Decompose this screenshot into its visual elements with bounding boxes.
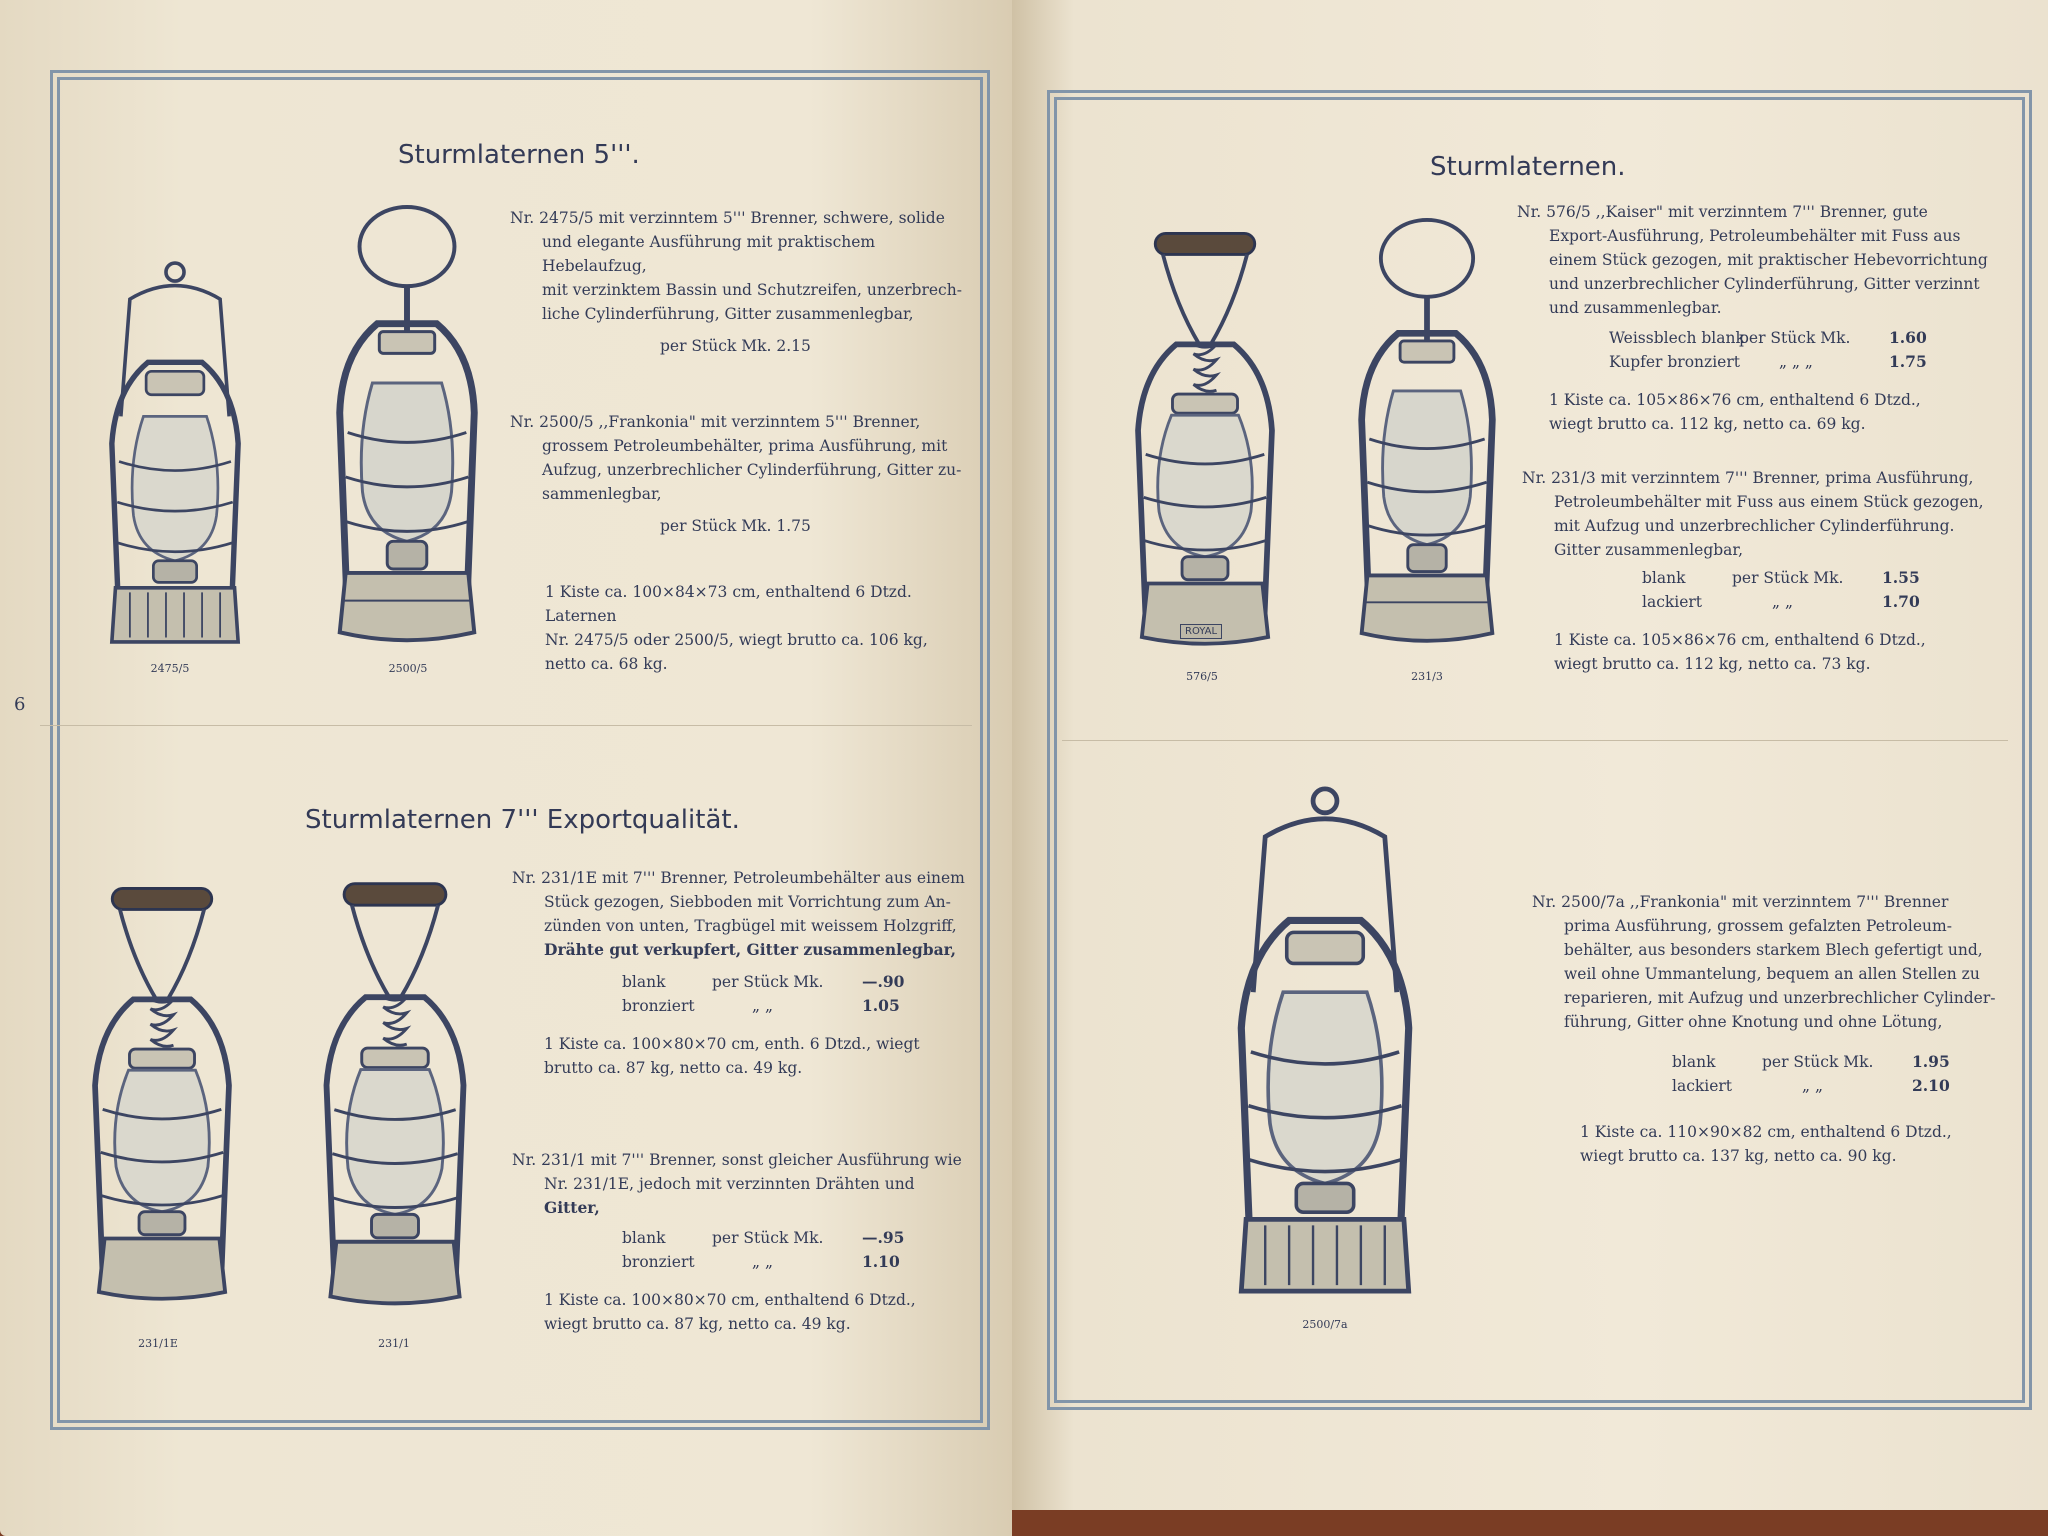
entry-line: Petroleumbehälter mit Fuss aus einem Stück gezogen, [1554,493,1984,511]
price-label: lackiert [1672,1077,1733,1095]
entry-line: reparieren, mit Aufzug und unzerbrechlicher Cylinder- [1564,989,1996,1007]
price-label: bronziert [622,997,695,1015]
right-page [1012,0,2048,1510]
price-label: bronziert [622,1253,695,1271]
product-entry-2500-7a [1532,890,2012,1168]
entry-line: Gitter zusammenlegbar, [1554,541,1744,559]
entry-line: führung, Gitter ohne Knotung und ohne Lötung, [1564,1013,1943,1031]
price-value: 1.10 [862,1252,900,1271]
price-value: —.95 [862,1228,905,1247]
lamp-illustration-2500-7a [1210,765,1440,1315]
price-value: 1.75 [1889,352,1927,371]
entry-line: wiegt brutto ca. 112 kg, netto ca. 69 kg. [1549,415,1866,433]
entry-line: Nr. 2500/7a ,,Frankonia" mit verzinntem 7''' Brenner [1532,893,1949,911]
entry-line: Nr. 2475/5 mit verzinntem 5''' Brenner, schwere, solide [510,209,945,227]
price-row [1672,1050,2012,1074]
entry-line: sammenlegbar, [542,485,662,503]
entry-line: 1 Kiste ca. 105×86×76 cm, enthaltend 6 Dtzd., [1549,391,1921,409]
lamp-caption: 2500/5 [388,662,428,675]
entry-line: liche Cylinderführung, Gitter zusammenlegbar, [542,305,914,323]
entry-line: grossem Petroleumbehälter, prima Ausführung, mit [542,437,948,455]
price-unit: per Stück Mk. [1732,569,1844,587]
price-unit: „ „ [1802,1077,1823,1095]
entry-price: per Stück Mk. 1.75 [660,517,811,535]
price-row [622,994,987,1018]
entry-line: mit Aufzug und unzerbrechlicher Cylinderführung. [1554,517,1955,535]
left-page [0,0,1012,1536]
entry-line: behälter, aus besonders starkem Blech gefertigt und, [1564,941,1983,959]
lamp-illustration-231-1 [290,870,500,1320]
entry-line: wiegt brutto ca. 112 kg, netto ca. 73 kg. [1554,655,1871,673]
price-label: blank [622,973,666,991]
entry-line: Nr. 231/1 mit 7''' Brenner, sonst gleicher Ausführung wie [512,1151,962,1169]
lamp-caption: 576/5 [1186,670,1218,683]
price-unit: „ „ [1772,593,1793,611]
crate-info [545,580,985,676]
entry-line: weil ohne Ummantelung, bequem an allen Stellen zu [1564,965,1980,983]
price-unit: „ „ [752,997,773,1015]
entry-line: mit verzinktem Bassin und Schutzreifen, unzerbrech- [542,281,962,299]
product-entry-231-1e [512,866,987,1080]
lamp-illustration-576-5 [1105,220,1305,660]
entry-line: und unzerbrechlicher Cylinderführung, Gitter verzinnt [1549,275,1980,293]
price-value: —.90 [862,972,905,991]
entry-line: Nr. 231/1E mit 7''' Brenner, Petroleumbehälter aus einem [512,869,965,887]
lamp-caption: 231/1 [378,1337,410,1350]
price-unit: per Stück Mk. [712,973,824,991]
product-entry-2475-5 [510,206,980,358]
price-label: Kupfer bronziert [1609,353,1740,371]
price-row [1609,350,2007,374]
price-value: 1.95 [1912,1052,1950,1071]
entry-line: zünden von unten, Tragbügel mit weissem Holzgriff, [544,917,957,935]
entry-line: und elegante Ausführung mit praktischem Hebelaufzug, [542,233,876,275]
lamp-caption: 2500/7a [1302,1318,1348,1331]
entry-line: Nr. 231/3 mit verzinntem 7''' Brenner, prima Ausführung, [1522,469,1974,487]
entry-price: per Stück Mk. 2.15 [660,337,811,355]
price-row [622,970,987,994]
price-row [1642,590,2007,614]
entry-line: Stück gezogen, Siebboden mit Vorrichtung zum An- [544,893,951,911]
price-row [622,1226,987,1250]
price-row [1672,1074,2012,1098]
price-unit: „ „ „ [1779,353,1813,371]
entry-line: Nr. 2500/5 ,,Frankonia" mit verzinntem 5''' Brenner, [510,413,921,431]
product-entry-2500-5 [510,410,980,538]
price-label: lackiert [1642,593,1703,611]
lamp-illustration-231-1e [62,875,262,1315]
lamp-illustration-2500-5 [312,205,502,660]
entry-line: Nr. 576/5 ,,Kaiser" mit verzinntem 7''' Brenner, gute [1517,203,1928,221]
entry-line: und zusammenlegbar. [1549,299,1722,317]
entry-line: 1 Kiste ca. 100×80×70 cm, enthaltend 6 Dtzd., [544,1291,916,1309]
entry-line: Nr. 2475/5 oder 2500/5, wiegt brutto ca. 106 kg, [545,631,928,649]
entry-line: 1 Kiste ca. 105×86×76 cm, enthaltend 6 Dtzd., [1554,631,1926,649]
lamp-caption: 231/3 [1411,670,1443,683]
entry-line: 1 Kiste ca. 100×84×73 cm, enthaltend 6 Dtzd. Laternen [545,583,912,625]
entry-line: einem Stück gezogen, mit praktischer Hebevorrichtung [1549,251,1988,269]
price-label: blank [1672,1053,1716,1071]
price-label: Weissblech blank [1609,329,1745,347]
entry-line: Aufzug, unzerbrechlicher Cylinderführung, Gitter zu- [542,461,962,479]
product-entry-576-5 [1517,200,2007,436]
entry-line: wiegt brutto ca. 137 kg, netto ca. 90 kg. [1580,1147,1897,1165]
entry-line: 1 Kiste ca. 100×80×70 cm, enth. 6 Dtzd., wiegt [544,1035,920,1053]
price-unit: „ „ [752,1253,773,1271]
price-value: 2.10 [1912,1076,1950,1095]
price-value: 1.60 [1889,328,1927,347]
price-row [1642,566,2007,590]
section-heading: Sturmlaternen 5'''. [398,140,640,170]
section-divider [40,725,972,726]
price-value: 1.70 [1882,592,1920,611]
product-entry-231-1 [512,1148,987,1336]
lamp-caption: 2475/5 [150,662,190,675]
section-heading: Sturmlaternen 7''' Exportqualität. [305,805,740,835]
entry-line: wiegt brutto ca. 87 kg, netto ca. 49 kg. [544,1315,851,1333]
entry-line: prima Ausführung, grossem gefalzten Petroleum- [1564,917,1952,935]
entry-line: netto ca. 68 kg. [545,655,668,673]
lamp-badge: ROYAL [1180,624,1222,639]
section-divider [1062,740,2008,741]
page-number: 6 [14,694,26,715]
price-row [1609,326,2007,350]
price-unit: per Stück Mk. [1762,1053,1874,1071]
entry-line: Export-Ausführung, Petroleumbehälter mit Fuss aus [1549,227,1961,245]
lamp-illustration-2475-5 [80,245,270,660]
price-unit: per Stück Mk. [712,1229,824,1247]
price-value: 1.05 [862,996,900,1015]
lamp-caption: 231/1E [138,1337,178,1350]
lamp-illustration-231-3 [1327,218,1527,660]
entry-line: 1 Kiste ca. 110×90×82 cm, enthaltend 6 Dtzd., [1580,1123,1952,1141]
section-heading: Sturmlaternen. [1430,152,1626,182]
price-label: blank [622,1229,666,1247]
price-unit: per Stück Mk. [1739,329,1851,347]
product-entry-231-3 [1522,466,2007,676]
entry-line: Drähte gut verkupfert, Gitter zusammenlegbar, [544,940,957,959]
price-row [622,1250,987,1274]
entry-line: brutto ca. 87 kg, netto ca. 49 kg. [544,1059,803,1077]
entry-line: Nr. 231/1E, jedoch mit verzinnten Drähten und [544,1175,915,1193]
price-label: blank [1642,569,1686,587]
entry-line: Gitter, [544,1198,600,1217]
price-value: 1.55 [1882,568,1920,587]
